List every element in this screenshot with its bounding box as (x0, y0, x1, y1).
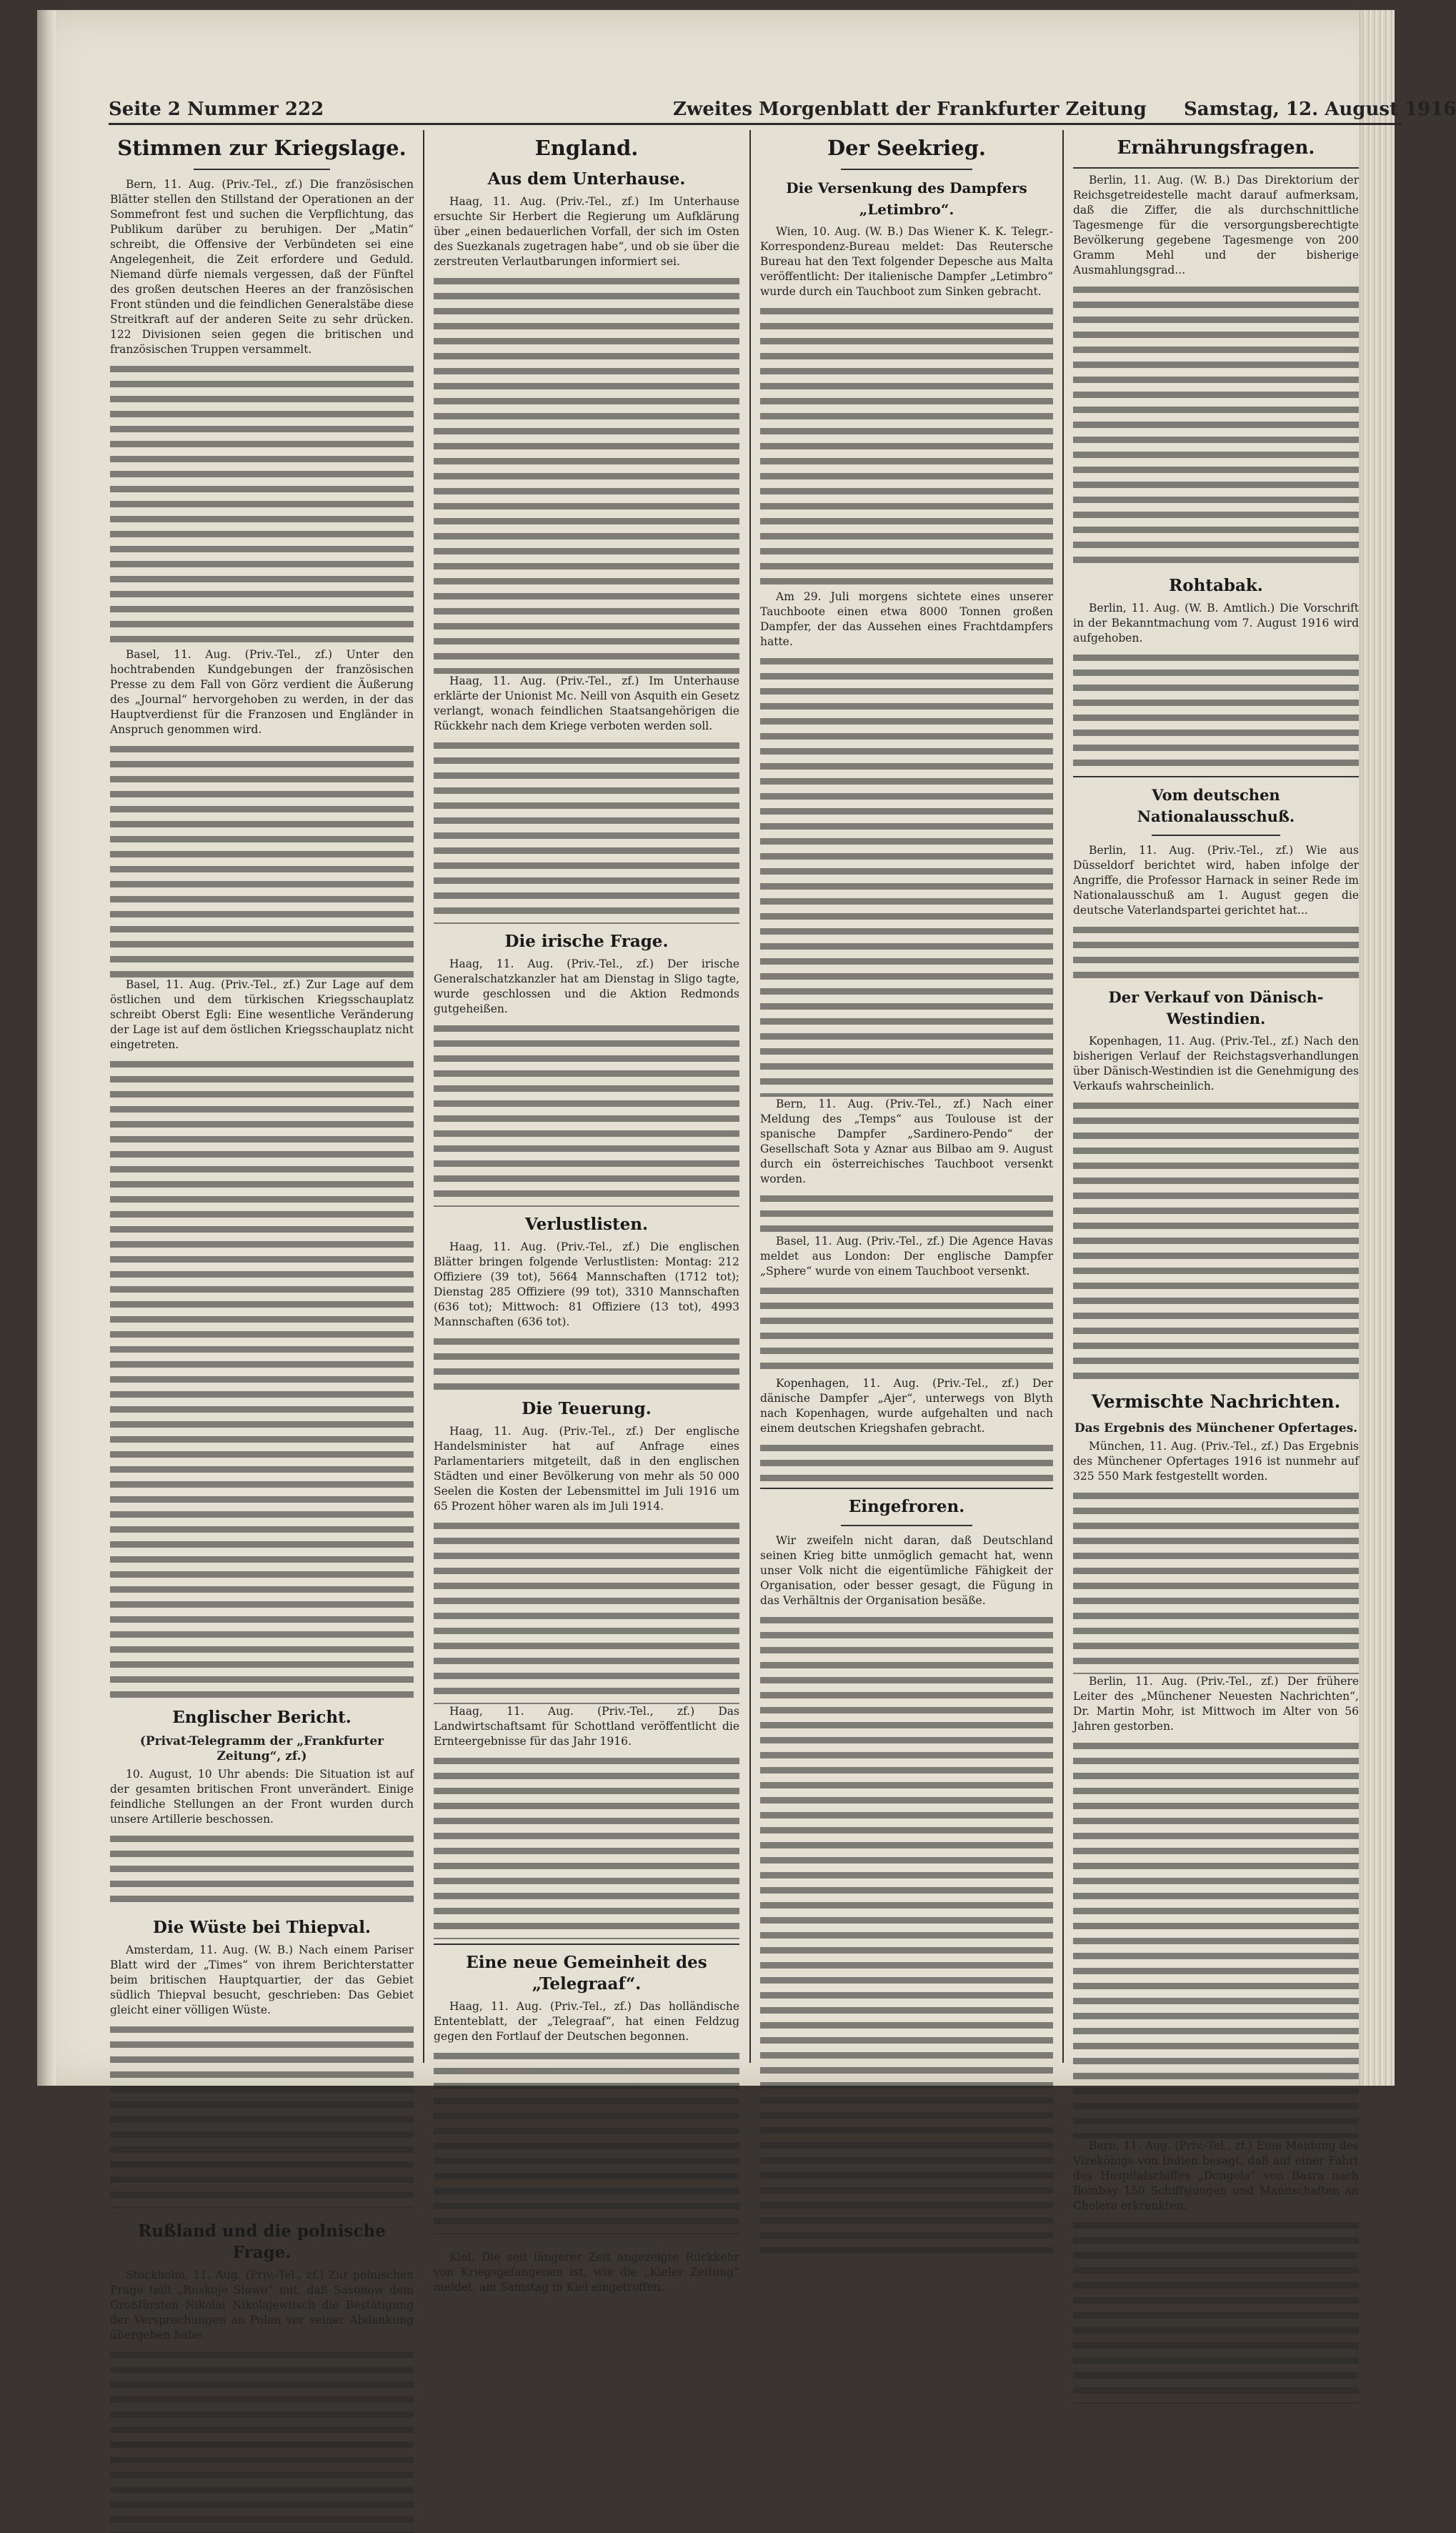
article-continuation-text (434, 274, 739, 674)
article-letimbro: Wien, 10. Aug. (W. B.) Das Wiener K. K. Telegr.-Korrespondenz-Bureau meldet: Das Reutersche Bureau hat den Text folgender Depesche aus Malta veröffentlicht: Der italienische Dampfer „Letimbro“ wurde durch ein Tauchboot zum Sinken gebracht. (760, 225, 1053, 298)
subheading-irische-frage: Die irische Frage. (504, 932, 669, 951)
subheading-eingefroren: Eingefroren. (848, 1497, 965, 1516)
article-continuation-text (760, 1191, 1053, 1234)
heading-nationalausschuss: Vom deutschen Nationalausschuß. (1137, 786, 1295, 825)
article-continuation-text (434, 1518, 739, 1704)
column-separator-1 (423, 130, 424, 2063)
article-kiel: Kiel. Die seit längerer Zeit angezeigte Rückkehr von Kriegsgefangenen ist, wie die „Kieler Zeitung“ meldet, am Samstag in Kiel eingetroffen. (434, 2251, 739, 2294)
article-price-increase: Haag, 11. Aug. (Priv.-Tel., zf.) Der englische Handelsminister hat auf Anfrage eines Parlamentariers mitgeteilt, daß in den englischen Städten und einer Bevölkerung von mehr als 50 000 Seelen die Kosten der Lebensmittel im Juli 1916 um 65 Prozent höher waren als im Juli 1914. (434, 1425, 739, 1513)
masthead-rule (109, 123, 1402, 125)
article-telegraaf: Haag, 11. Aug. (Priv.-Tel., zf.) Das holländische Ententeblatt, der „Telegraaf“, hat einen Feldzug gegen den Fortlauf der Deutschen begonnen. (434, 2000, 739, 2043)
heading-kriegslage: Stimmen zur Kriegslage. (117, 136, 407, 160)
article-continuation-text (434, 1021, 739, 1207)
article-martin-mohr: Berlin, 11. Aug. (Priv.-Tel., zf.) Der frühere Leiter des „Münchener Neuesten Nachrichten“, Dr. Martin Mohr, ist Mittwoch im Alter von 56 Jahren gestorben. (1073, 1675, 1359, 1733)
article-continuation-text (434, 1753, 739, 1939)
article-irish-question: Haag, 11. Aug. (Priv.-Tel., zf.) Der irische Generalschatzkanzler hat am Dienstag in Sligo tagte, wurde geschlossen und die Aktion Redmonds gutgeheißen. (434, 957, 739, 1015)
article-submarine-report: Am 29. Juli morgens sichtete eines unserer Tauchboote einen etwa 8000 Tonnen großen Dampfer, der das Aussehen eines Frachtdampfers hatte. (760, 590, 1053, 648)
article-thiepval: Amsterdam, 11. Aug. (W. B.) Nach einem Pariser Blatt wird der „Times“ von ihrem Berichterstatter beim britischen Hauptquartier, der das Gebiet südlich Thiepval besucht, geschrieben: Das Gebiet gleicht einer völligen Wüste. (110, 1944, 414, 2016)
article-scotland-harvest: Haag, 11. Aug. (Priv.-Tel., zf.) Das Landwirtschaftsamt für Schottland veröffentlicht die Ernteergebnisse für das Jahr 1916. (434, 1705, 739, 1748)
article-dongola: Bern, 11. Aug. (Priv.-Tel., zf.) Eine Meldung des Vizekönigs von Indien besagt, daß auf einer Fahrt des Hospitalschiffes „Dongola“ von Basra nach Bombay 150 Schiffsjungen und Mannschaften an Cholera erkrankten. (1073, 2139, 1359, 2212)
divider (194, 169, 330, 170)
article-continuation-text (110, 362, 414, 647)
subheading-opfertag: Das Ergebnis des Münchener Opfertages. (1074, 1421, 1358, 1435)
page-number: Seite 2 Nummer 222 (109, 99, 324, 120)
page-binding-edge (1360, 10, 1395, 2086)
article-danish-steamer: Kopenhagen, 11. Aug. (Priv.-Tel., zf.) Der dänische Dampfer „Ajer“, unterwegs von Blyth nach Kopenhagen, wurde aufgehalten und nach einem deutschen Kriegshafen gebracht. (760, 1377, 1053, 1435)
divider (1073, 167, 1359, 169)
column-4 (1073, 130, 1359, 2212)
column-3 (760, 130, 1053, 2066)
article-continuation-text (1073, 2218, 1359, 2404)
issue-date: Samstag, 12. August 1916 (1184, 99, 1456, 120)
telegram-note: (Privat-Telegramm der „Frankfurter Zeitung“, zf.) (139, 1734, 384, 1763)
article-continuation-text (110, 2022, 414, 2208)
article-sphere: Basel, 11. Aug. (Priv.-Tel., zf.) Die Agence Havas meldet aus London: Der englische Dampfer „Sphere“ wurde von einem Tauchboot versenkt. (760, 1235, 1053, 1278)
article-continuation-text (110, 742, 414, 977)
article-continuation-text (760, 654, 1053, 1097)
article-rohtabak: Berlin, 11. Aug. (W. B. Amtlich.) Die Vorschrift in der Bekanntmachung vom 7. August 1916 wird aufgehoben. (1073, 602, 1359, 645)
heading-ernaehrungsfragen: Ernährungsfragen. (1117, 137, 1315, 159)
article-basel-goerz: Basel, 11. Aug. (Priv.-Tel., zf.) Unter den hochtrabenden Kundgebungen der französischen Presse zu dem Fall von Görz verdient die Äußerung des „Journal“ hervorgehoben zu werden, in der das Hauptverdienst für die Franzosen und Engländer in Anspruch genommen wird. (110, 648, 414, 736)
article-continuation-text (1073, 1098, 1359, 1384)
article-casualty-lists: Haag, 11. Aug. (Priv.-Tel., zf.) Die englischen Blätter bringen folgende Verlustlisten: Montag: 212 Offiziere (39 tot), 5664 Mannschaften (1712 tot); Dienstag 285 Offiziere (99 tot), 3310 Mannschaften (636 tot); Mittwoch: 81 Offiziere (13 tot), 4993 Mannschaften (636 tot). (434, 1240, 739, 1328)
article-opfertag: München, 11. Aug. (Priv.-Tel., zf.) Das Ergebnis des Münchener Opfertages 1916 ist nunmehr auf 325 550 Mark festgestellt worden. (1073, 1440, 1359, 1483)
subheading-telegraaf: Eine neue Gemeinheit des „Telegraaf“. (466, 1953, 707, 1994)
article-british-report: 10. August, 10 Uhr abends: Die Situation ist auf der gesamten britischen Front unverändert. Einige feindliche Stellungen an der Front wurden durch unsere Artillerie beschossen. (110, 1768, 414, 1826)
article-reichsgetreidestelle: Berlin, 11. Aug. (W. B.) Das Direktorium der Reichsgetreidestelle macht darauf aufmerksam, daß die Ziffer, die als durchschnittliche Tagesmenge für die versorgungsberechtigte Bevölkerung gegebene Tagesmenge von 200 Gramm Mehl und der bisherige Ausmahlungsgrad... (1073, 174, 1359, 277)
subheading-wueste-thiepval: Die Wüste bei Thiepval. (153, 1918, 371, 1937)
heading-england: England. (534, 136, 639, 160)
divider (841, 169, 973, 170)
heading-vermischte-nachrichten: Vermischte Nachrichten. (1091, 1391, 1341, 1412)
article-continuation-text (110, 1831, 414, 1910)
article-continuation-text (434, 2049, 739, 2234)
article-continuation-text (760, 1613, 1053, 2256)
column-2 (434, 130, 739, 2294)
article-continuation-text (760, 1283, 1053, 1376)
article-continuation-text (1073, 1738, 1359, 2139)
article-basel-egli: Basel, 11. Aug. (Priv.-Tel., zf.) Zur Lage auf dem östlichen und dem türkischen Kriegsschauplatz schreibt Oberst Egli: Eine wesentliche Veränderung der Lage ist auf dem östlichen Kriegsschauplatz nicht eingetreten. (110, 978, 414, 1051)
subheading-englischer-bericht: Englischer Bericht. (172, 1708, 351, 1727)
article-continuation-text (760, 304, 1053, 589)
article-continuation-text (1073, 922, 1359, 980)
article-eingefroren: Wir zweifeln nicht daran, daß Deutschland seinen Krieg bitte unmöglich gemacht hat, wenn unser Volk nicht die eigentümliche Fähigkeit der Organisation, oder besser gesagt, die Fügung in das Verhältnis der Organisation besäße. (760, 1534, 1053, 1607)
subheading-rohtabak: Rohtabak. (1169, 576, 1263, 595)
divider (434, 1944, 739, 1945)
divider (1073, 776, 1359, 777)
article-continuation-text (1073, 650, 1359, 772)
article-haag-suez: Haag, 11. Aug. (Priv.-Tel., zf.) Im Unterhause ersuchte Sir Herbert die Regierung um Aufklärung über „einen bedauerlichen Vorfall, der sich im Osten des Suezkanals zugetragen habe“, und ob sie über die zerstreuten Verlautbarungen informiert sei. (434, 195, 739, 268)
article-bern-somme: Bern, 11. Aug. (Priv.-Tel., zf.) Die französischen Blätter stellen den Stillstand der Operationen an der Sommefront fest und suchen die Verpflichtung, das Publikum darüber zu beruhigen. Der „Matin“ schreibt, die Offensive der Verbündeten sei eine Angelegenheit, die Zeit erfordere und Geduld. Niemand dürfe niemals vergessen, daß der Fünftel des großen deutschen Heeres an der französischen Front stünden und die feindlichen Generalstäbe diese Streitkraft auf der anderen Seite zu sehr drücken. 122 Divisionen seien gegen die britischen und französischen Truppen versammelt. (110, 178, 414, 356)
article-continuation-text (110, 2347, 414, 2533)
article-continuation-text (434, 1334, 739, 1391)
subheading-teuerung: Die Teuerung. (522, 1399, 652, 1418)
article-danish-west-indies: Kopenhagen, 11. Aug. (Priv.-Tel., zf.) Nach den bisherigen Verlauf der Reichstagsverhandlungen über Dänisch-Westindien ist die Genehmigung des Verkaufs wahrscheinlich. (1073, 1035, 1359, 1093)
article-continuation-text (434, 738, 739, 924)
article-haag-mcneill: Haag, 11. Aug. (Priv.-Tel., zf.) Im Unterhause erklärte der Unionist Mc. Neill von Asquith ein Gesetz verlangt, wonach feindlichen Staatsangehörigen die Rückkehr nach dem Kriege verboten werden soll. (434, 675, 739, 732)
subheading-unterhause: Aus dem Unterhause. (487, 169, 686, 189)
column-separator-2 (749, 130, 751, 2063)
divider (518, 2241, 656, 2243)
article-continuation-text (760, 1440, 1053, 1483)
article-continuation-text (1073, 1488, 1359, 1674)
subheading-letimbro: Die Versenkung des Dampfers „Letimbro“. (786, 179, 1027, 218)
subheading-polnische-frage: Rußland und die polnische Frage. (138, 2221, 386, 2262)
subheading-verlustlisten: Verlustlisten. (525, 1215, 648, 1234)
edition-title: Zweites Morgenblatt der Frankfurter Zeitung (673, 99, 1147, 120)
divider (760, 1488, 1053, 1489)
article-continuation-text (1073, 282, 1359, 568)
divider (1152, 835, 1280, 836)
newspaper-page (37, 10, 1456, 2342)
heading-seekrieg: Der Seekrieg. (827, 136, 987, 160)
page-gutter (37, 10, 56, 2086)
article-continuation-text (110, 1057, 414, 1700)
article-nationalausschuss: Berlin, 11. Aug. (Priv.-Tel., zf.) Wie aus Düsseldorf berichtet wird, haben infolge der Angriffe, die Professor Harnack in seiner Rede im Nationalausschuß am 1. August gegen die deutsche Vaterlandspartei gerichtet hat... (1073, 844, 1359, 917)
column-separator-3 (1062, 130, 1064, 2063)
divider (841, 1525, 973, 1526)
divider (110, 2212, 414, 2214)
article-spanish-steamer: Bern, 11. Aug. (Priv.-Tel., zf.) Nach einer Meldung des „Temps“ aus Toulouse ist der spanische Dampfer „Sardinero-Pendo“ der Gesellschaft Sota y Aznar aus Bilbao am 9. August durch ein österreichisches Tauchboot versenkt worden. (760, 1098, 1053, 1185)
column-1 (110, 130, 414, 2342)
article-stockholm-poland: Stockholm, 11. Aug. (Priv.-Tel., zf.) Zur polnischen Frage teilt „Ruskoje Slowo“ mit, daß Sasonow dem Großfürsten Nikolai Nikolajewitsch die Bestätigung der Versprechungen an Polen vor seiner Abdankung übergeben habe. (110, 2269, 414, 2342)
subheading-daenisch-westindien: Der Verkauf von Dänisch-Westindien. (1108, 988, 1324, 1027)
